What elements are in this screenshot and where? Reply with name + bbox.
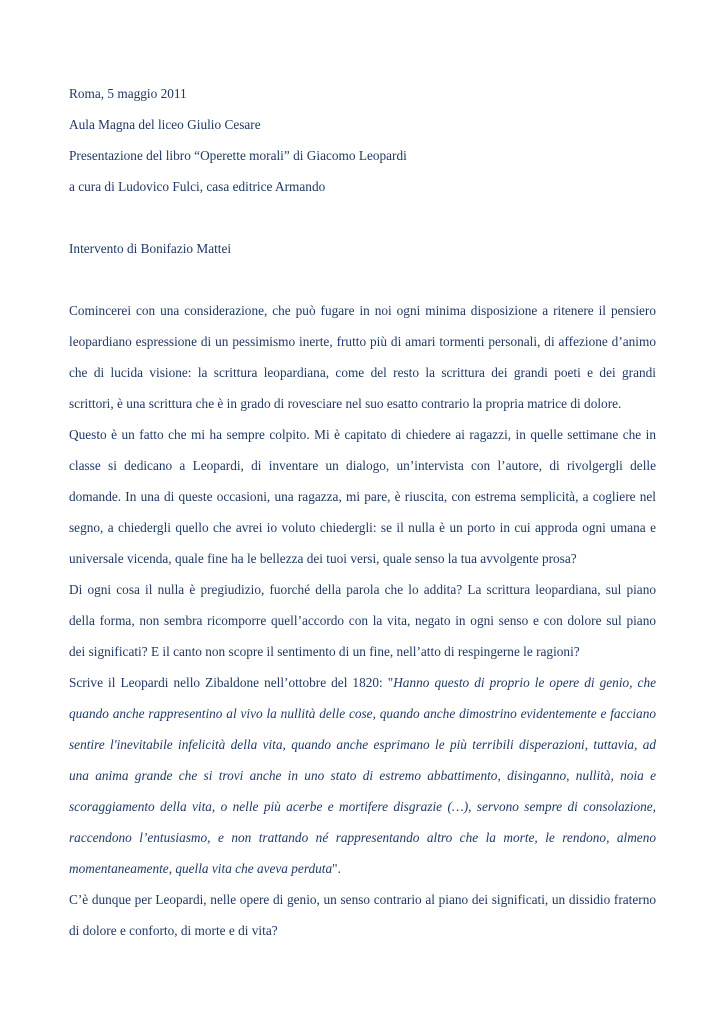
presentation-title: Presentazione del libro “Operette morali” di Giacomo Leopardi bbox=[69, 148, 407, 163]
body-line: Comincerei con una considerazione, che può fugare in noi ogni minima disposizione a ritenere il pensiero bbox=[69, 303, 656, 318]
body-line: segno, a chiedergli quello che avrei io voluto chiedergli: se il nulla è un porto in cui approda ogni umana e bbox=[69, 520, 656, 535]
body-line: della forma, non sembra ricomporre quell’accordo con la vita, negato in ogni senso e con dolore sul piano bbox=[69, 613, 656, 628]
quote-line: una anima grande che si trovi anche in uno stato di estremo abbattimento, disinganno, nullità, noia e bbox=[69, 768, 656, 783]
quote-close: ". bbox=[332, 861, 341, 876]
venue: Aula Magna del liceo Giulio Cesare bbox=[69, 117, 261, 132]
quote-first: Hanno questo di proprio le opere di genio, che bbox=[393, 675, 656, 690]
editor-line: a cura di Ludovico Fulci, casa editrice Armando bbox=[69, 179, 326, 194]
body-line: leopardiano espressione di un pessimismo inerte, frutto più di amari tormenti personali, di affezione d’animo bbox=[69, 334, 656, 349]
quote-line: quando anche rappresentino al vivo la nullità delle cose, quando anche dimostrino evidentemente e facciano bbox=[69, 706, 656, 721]
body-line: classe si dedicano a Leopardi, di inventare un dialogo, un’intervista con l’autore, di rivolgergli delle bbox=[69, 458, 656, 473]
speaker-line: Intervento di Bonifazio Mattei bbox=[69, 241, 232, 256]
body-line: che di lucida visione: la scrittura leopardiana, come del resto la scrittura dei grandi poeti e dei grandi bbox=[69, 365, 656, 380]
closing-line: di dolore e conforto, di morte e di vita? bbox=[69, 923, 278, 938]
quote-last: momentaneamente, quella vita che aveva perduta bbox=[69, 861, 333, 876]
closing-line: C’è dunque per Leopardi, nelle opere di genio, un senso contrario al piano dei significati, un dissidio fraterno bbox=[69, 892, 656, 907]
body-line: dei significati? E il canto non scopre il sentimento di un fine, nell’atto di respingerne le ragioni? bbox=[69, 644, 580, 659]
quote-last-line bbox=[69, 861, 341, 877]
quote-line: raccendono l’entusiasmo, e non trattando né rappresentando altro che la morte, le rendono, almeno bbox=[69, 830, 656, 845]
quote-intro: Scrive il Leopardi nello Zibaldone nell’ottobre del 1820: " bbox=[69, 675, 394, 690]
body-line: universale vicenda, quale fine ha le bellezza dei tuoi versi, quale senso la tua avvolgente prosa? bbox=[69, 551, 577, 566]
quote-line: sentire l'inevitabile infelicità della vita, quando anche esprimano le più terribili disperazioni, tuttavia, ad bbox=[69, 737, 656, 752]
quote-line: scoraggiamento della vita, o nelle più acerbe e mortifere disgrazie (…), servono sempre di consolazione, bbox=[69, 799, 656, 814]
body-line: Questo è un fatto che mi ha sempre colpito. Mi è capitato di chiedere ai ragazzi, in quelle settimane che in bbox=[69, 427, 656, 442]
date-place: Roma, 5 maggio 2011 bbox=[69, 86, 187, 101]
body-line: domande. In una di queste occasioni, una ragazza, mi pare, è riuscita, con estrema semplicità, a cogliere nel bbox=[69, 489, 656, 504]
body-line: scrittori, è una scrittura che è in grado di rovesciare nel suo esatto contrario la propria matrice di dolore. bbox=[69, 396, 622, 411]
quote-intro-line bbox=[69, 675, 656, 691]
body-line: Di ogni cosa il nulla è pregiudizio, fuorché della parola che lo addita? La scrittura leopardiana, sul piano bbox=[69, 582, 656, 597]
